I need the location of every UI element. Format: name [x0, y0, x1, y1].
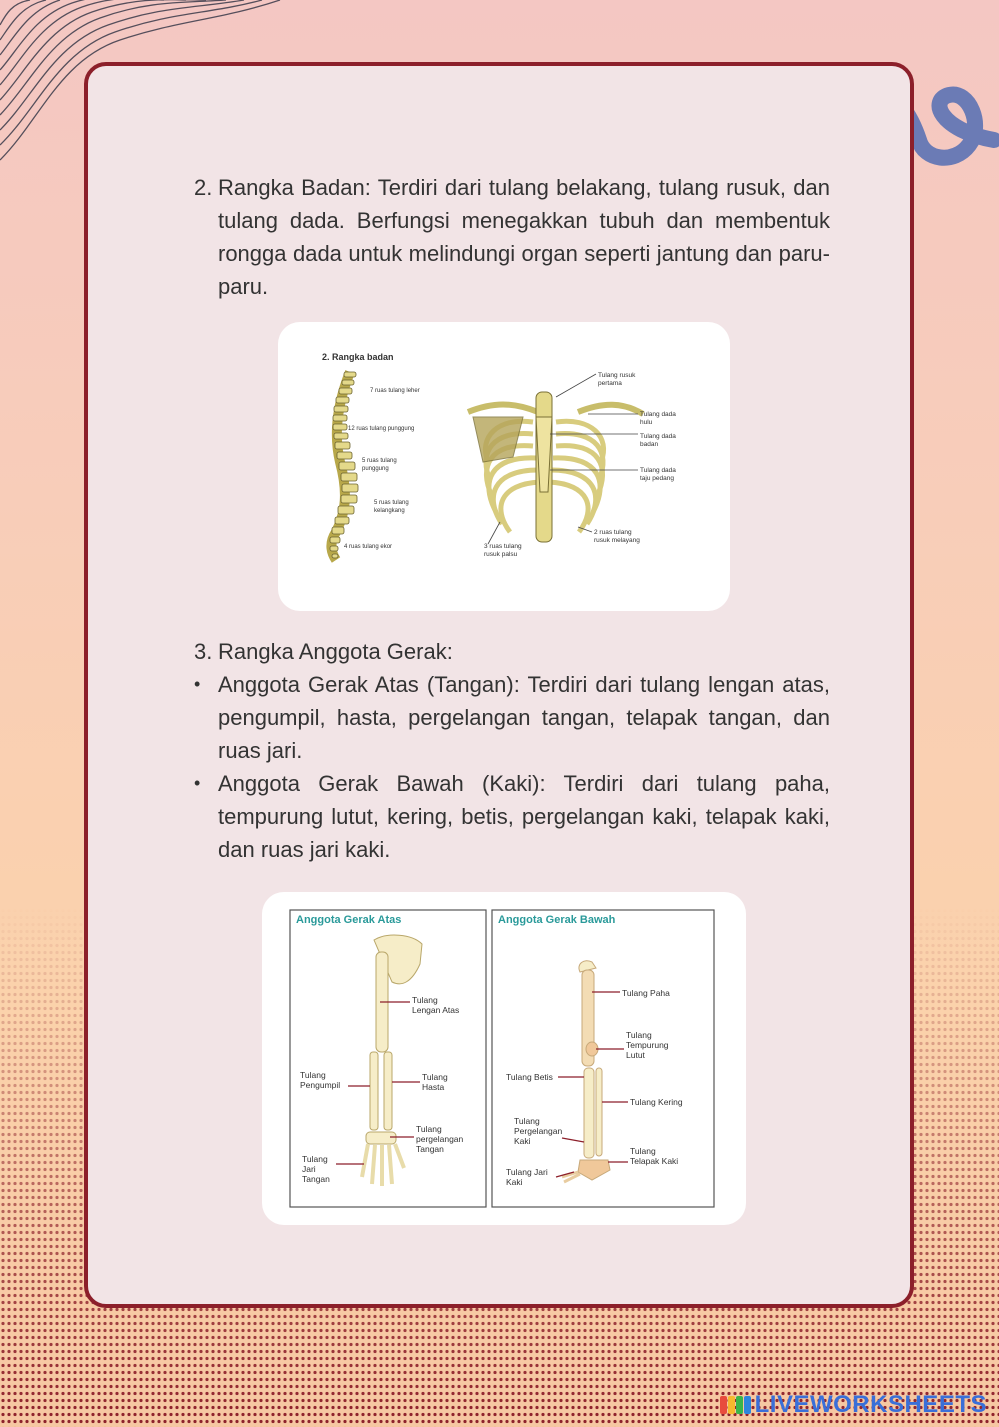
lower-label-12: Tulang Jari: [506, 1167, 548, 1177]
watermark-text: LIVEWORKSHEETS: [754, 1391, 987, 1418]
spine-label-6: kelangkang: [374, 508, 405, 514]
liveworksheets-watermark: [720, 1391, 987, 1419]
lower-label-3: Tempurung: [626, 1040, 669, 1050]
lower-label-9: Kaki: [514, 1136, 531, 1146]
figure-anggota-gerak: [262, 892, 746, 1225]
spine-label-4: punggung: [362, 466, 389, 472]
spine-illustration: [330, 372, 358, 560]
anggota-gerak-illustration: [262, 892, 746, 1225]
lower-label-2: Tulang: [626, 1030, 652, 1040]
lower-label-1: Tulang Paha: [622, 988, 670, 998]
lower-label-11: Telapak Kaki: [630, 1156, 679, 1166]
spine-label-2: 12 ruas tulang punggung: [348, 426, 415, 432]
upper-label-2: Lengan Atas: [412, 1005, 460, 1015]
rib-label-12: rusuk palsu: [484, 551, 518, 558]
bullet-dot: •: [194, 773, 201, 793]
upper-label-1: Tulang: [412, 995, 438, 1005]
section-2: [194, 171, 830, 303]
upper-label-7: Tulang: [416, 1124, 442, 1134]
section-3-heading: [194, 635, 830, 668]
rib-label-11: 3 ruas tulang: [484, 543, 522, 550]
section-3-title: Rangka Anggota Gerak:: [218, 639, 453, 664]
ribcage-illustration: [468, 392, 643, 542]
upper-label-3: Tulang: [300, 1070, 326, 1080]
rib-label-9: 2 ruas tulang: [594, 529, 632, 536]
bullet-item: [194, 767, 830, 866]
spine-label-7: 4 ruas tulang ekor: [344, 544, 393, 550]
rib-label-5: Tulang dada: [640, 433, 676, 440]
rib-label-4: hulu: [640, 419, 653, 426]
bullet-text-upper: Anggota Gerak Atas (Tangan): Terdiri dari tulang lengan atas, pengumpil, hasta, pergelangan tangan, telapak tangan, dan ruas jari.: [218, 672, 830, 763]
rib-label-10: rusuk melayang: [594, 537, 640, 544]
section-3-number: 3.: [194, 639, 213, 664]
lower-label-4: Lutut: [626, 1050, 645, 1060]
section-2-text: Rangka Badan: Terdiri dari tulang belakang, tulang rusuk, dan tulang dada. Berfungsi menegakkan tubuh dan membentuk rongga dada untuk melindungi organ seperti jantung dan paru-paru.: [218, 175, 830, 299]
upper-limb-title: Anggota Gerak Atas: [296, 914, 402, 926]
figure-rangka-badan: [278, 322, 730, 611]
rib-label-3: Tulang dada: [640, 411, 676, 418]
upper-label-8: pergelangan: [416, 1134, 464, 1144]
lower-label-8: Pergelangan: [514, 1126, 563, 1136]
section-3: [194, 635, 830, 866]
liveworksheets-logo-icon: [720, 1396, 751, 1414]
upper-label-11: Jari: [302, 1164, 316, 1174]
upper-label-6: Hasta: [422, 1082, 445, 1092]
rib-label-1: Tulang rusuk: [598, 372, 636, 379]
figure1-title: 2. Rangka badan: [322, 352, 394, 362]
lower-label-7: Tulang: [514, 1116, 540, 1126]
spine-label-3: 5 ruas tulang: [362, 458, 397, 464]
lower-label-13: Kaki: [506, 1177, 523, 1187]
content-card: [84, 62, 914, 1308]
rib-label-6: badan: [640, 441, 659, 448]
bullet-item: [194, 668, 830, 767]
spine-label-1: 7 ruas tulang leher: [370, 388, 420, 394]
upper-label-12: Tangan: [302, 1174, 330, 1184]
upper-label-10: Tulang: [302, 1154, 328, 1164]
spine-label-5: 5 ruas tulang: [374, 500, 409, 506]
bullet-dot: •: [194, 674, 201, 694]
rib-label-7: Tulang dada: [640, 467, 676, 474]
lower-label-6: Tulang Kering: [630, 1097, 683, 1107]
lower-limb-title: Anggota Gerak Bawah: [498, 914, 616, 926]
rangka-badan-illustration: [278, 322, 730, 611]
section-2-item: [194, 171, 830, 303]
upper-label-5: Tulang: [422, 1072, 448, 1082]
section-2-number: 2.: [194, 175, 213, 200]
upper-label-9: Tangan: [416, 1144, 444, 1154]
rib-label-2: pertama: [598, 380, 622, 387]
rib-label-8: taju pedang: [640, 475, 674, 482]
upper-label-4: Pengumpil: [300, 1080, 341, 1090]
lower-label-5: Tulang Betis: [506, 1072, 553, 1082]
lower-label-10: Tulang: [630, 1146, 656, 1156]
bullet-text-lower: Anggota Gerak Bawah (Kaki): Terdiri dari tulang paha, tempurung lutut, kering, betis, pergelangan kaki, telapak kaki, dan ruas jari kaki.: [218, 771, 830, 862]
